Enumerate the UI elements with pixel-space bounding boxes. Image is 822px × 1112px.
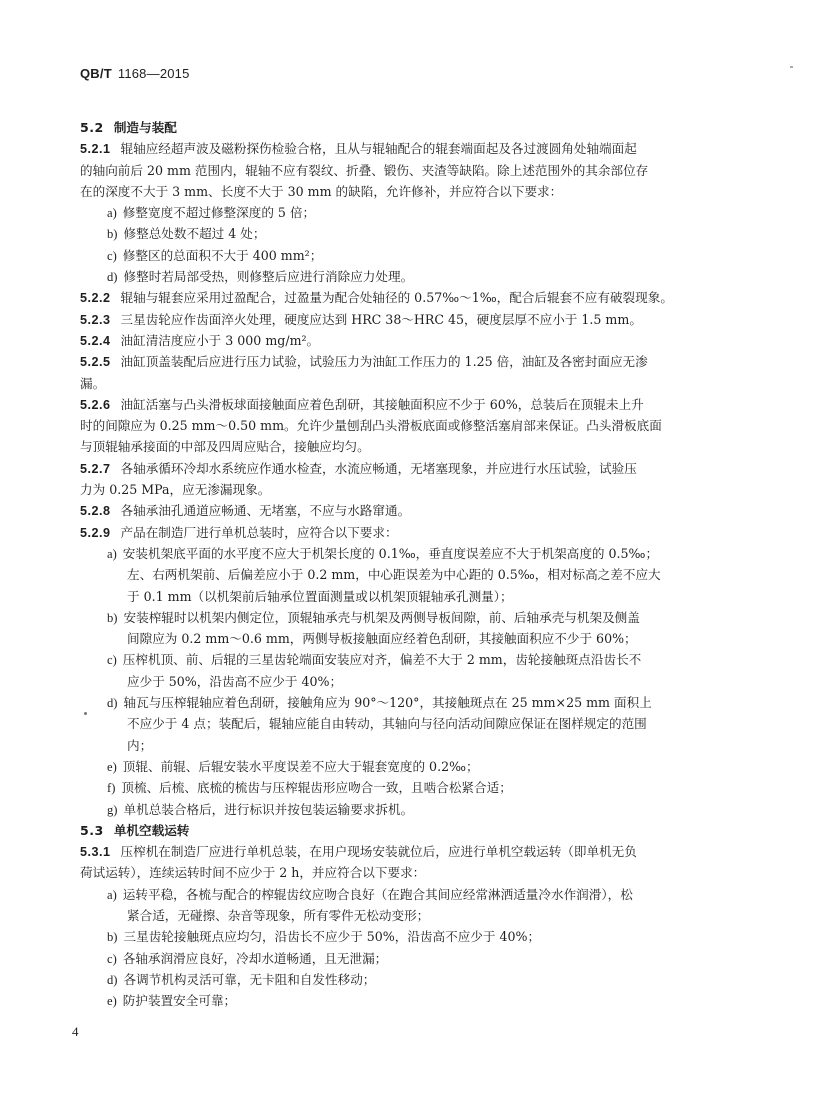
list-marker: b) [107, 227, 118, 242]
clause-number: 5.2.8 [80, 504, 111, 519]
list-item-text: 各轴承润滑应良好，冷却水道畅通，且无泄漏； [122, 950, 388, 966]
continuation-text: 间隙应为 0.2 mm～0.6 mm，两侧导板接触面应经着色刮研，其接触面积应不少于 60%； [127, 631, 637, 647]
list-item-text: 修整宽度不超过修整深度的 5 倍； [122, 205, 316, 221]
list-marker: a) [107, 206, 117, 221]
paragraph-line [80, 373, 752, 394]
list-item [80, 543, 752, 564]
page-number: 4 [72, 1024, 79, 1039]
section-number: 5.3 [80, 822, 104, 838]
list-item [80, 245, 752, 266]
list-item [80, 607, 752, 628]
clause-line [80, 458, 752, 479]
section-number: 5.2 [80, 120, 104, 135]
clause-number: 5.2.7 [80, 461, 111, 476]
paragraph-text: 漏。 [80, 375, 106, 391]
clause-line [80, 351, 752, 372]
clause-line [80, 330, 752, 351]
clause-line [80, 522, 752, 543]
list-item-continuation [80, 735, 752, 756]
standard-code: QB/T [80, 66, 112, 81]
list-item [80, 649, 752, 670]
list-item-continuation [80, 671, 752, 692]
list-item-continuation [80, 905, 752, 926]
paragraph-line [80, 862, 752, 883]
list-item-text: 安装机架底平面的水平度不应大于机架长度的 0.1‰，垂直度误差应不大于机架高度的 0.5‰； [122, 545, 659, 561]
paragraph-text: 与顶辊轴承接面的中部及四周应贴合，接触应均匀。 [80, 439, 370, 455]
paragraph-text: 在的深度不大于 3 mm、长度不大于 30 mm 的缺陷，允许修补，并应符合以下要求： [80, 183, 563, 199]
list-item-text: 各调节机构灵活可靠，无卡阻和自发性移动； [123, 971, 376, 987]
list-item [80, 202, 752, 223]
list-marker: b) [107, 930, 118, 945]
clause-number: 5.2.1 [80, 142, 111, 157]
list-item-text: 防护装置安全可靠； [122, 993, 237, 1009]
list-item [80, 969, 752, 990]
list-item [80, 777, 752, 798]
list-item [80, 990, 752, 1011]
list-item-text: 顶辊、前辊、后辊安装水平度误差不应大于辊套宽度的 0.2‰； [122, 758, 479, 774]
continuation-text: 紧合适，无碰擦、杂音等现象，所有零件无松动变形； [127, 907, 430, 923]
list-item [80, 692, 752, 713]
list-marker: b) [107, 610, 118, 625]
list-marker: d) [107, 972, 118, 987]
clause-text: 油缸顶盖装配后应进行压力试验，试验压力为油缸工作压力的 1.25 倍，油缸及各密封面应无渗 [120, 354, 648, 370]
section-heading [80, 820, 752, 841]
clause-number: 5.2.5 [80, 355, 111, 370]
clause-text: 三星齿轮应作齿面淬火处理，硬度应达到 HRC 38～HRC 45，硬度层厚不应小于 1.5 mm。 [120, 311, 642, 327]
list-marker: f) [107, 781, 116, 796]
paragraph-line [80, 415, 752, 436]
paragraph-text: 的轴向前后 20 mm 范围内，辊轴不应有裂纹、折叠、锻伤、夹渣等缺陷。除上述范围外的其余部位存 [80, 162, 649, 178]
paragraph-line [80, 479, 752, 500]
standard-header [80, 66, 190, 81]
list-marker: e) [107, 994, 117, 1009]
scan-speck [84, 712, 87, 715]
list-item-continuation [80, 564, 752, 585]
list-item-text: 修整时若局部受热，则修整后应进行消除应力处理。 [123, 269, 414, 285]
scan-speck [790, 66, 793, 68]
list-item [80, 948, 752, 969]
clause-line [80, 394, 752, 415]
list-item-text: 压榨机顶、前、后辊的三星齿轮端面安装应对齐，偏差不大于 2 mm，齿轮接触斑点沿齿长不 [122, 652, 642, 668]
clause-text: 各轴承油孔通道应畅通、无堵塞，不应与水路窜通。 [120, 503, 411, 519]
standard-number: 1168—2015 [117, 66, 190, 81]
continuation-text: 于 0.1 mm（以机架前后轴承位置面测量或以机架顶辊轴承孔测量）； [127, 588, 513, 604]
list-marker: a) [107, 546, 117, 561]
list-item [80, 223, 752, 244]
paragraph-line [80, 436, 752, 457]
list-item-continuation [80, 628, 752, 649]
list-marker: c) [107, 653, 117, 668]
list-item [80, 926, 752, 947]
list-item-text: 顶梳、后梳、底梳的梳齿与压榨辊齿形应吻合一致，且啮合松紧合适； [121, 780, 512, 796]
clause-text: 各轴承循环冷却水系统应作通水检查，水流应畅通，无堵塞现象，并应进行水压试验，试验压 [120, 460, 637, 476]
list-item-text: 三星齿轮接触斑点应均匀，沿齿长不应少于 50%，沿齿高不应少于 40%； [123, 929, 541, 945]
clause-number: 5.2.2 [80, 291, 111, 306]
list-item [80, 266, 752, 287]
clause-number: 5.2.9 [80, 525, 111, 540]
list-item-continuation [80, 713, 752, 734]
list-item-text: 运转平稳，各梳与配合的榨辊齿纹应吻合良好（在跑合其间应经常淋洒适量冷水作润滑），松 [122, 886, 633, 902]
list-item-text: 轴瓦与压榨辊轴应着色刮研，接触角应为 90°～120°，其接触斑点在 25 mm×25 mm 面积上 [123, 695, 652, 711]
list-marker: e) [107, 759, 117, 774]
clause-text: 压榨机在制造厂应进行单机总装，在用户现场安装就位后，应进行单机空载运转（即单机无负 [120, 844, 637, 860]
list-item-continuation [80, 586, 752, 607]
continuation-text: 内； [127, 737, 153, 753]
continuation-text: 不应少于 4 点；装配后，辊轴应能自由转动，其轴向与径向活动间隙应保证在图样规定的范围 [127, 716, 647, 732]
section-title: 单机空载运转 [113, 822, 190, 838]
clause-number: 5.3.1 [80, 845, 111, 860]
clause-text: 油缸清洁度应小于 3 000 mg/m²。 [120, 332, 320, 348]
paragraph-text: 力为 0.25 MPa，应无渗漏现象。 [80, 482, 271, 498]
clause-line [80, 841, 752, 862]
clause-line [80, 138, 752, 159]
clause-text: 油缸活塞与凸头滑板球面接触面应着色刮研，其接触面积应不少于 60%，总装后在顶辊未上升 [120, 396, 644, 412]
document-body [80, 117, 752, 1011]
list-marker: c) [107, 951, 117, 966]
list-item-text: 修整区的总面积不大于 400 mm²； [122, 247, 323, 263]
clause-number: 5.2.6 [80, 397, 111, 412]
list-marker: g) [107, 802, 118, 817]
list-item [80, 756, 752, 777]
list-item-text: 安装榨辊时以机架内侧定位，顶辊轴承壳与机架及两侧导板间隙，前、后轴承壳与机架及侧盖 [123, 609, 640, 625]
clause-line [80, 287, 752, 308]
clause-number: 5.2.3 [80, 312, 111, 327]
list-marker: a) [107, 887, 117, 902]
clause-number: 5.2.4 [80, 333, 111, 348]
paragraph-line [80, 181, 752, 202]
list-marker: d) [107, 696, 118, 711]
section-heading [80, 117, 752, 138]
continuation-text: 左、右两机架前、后偏差应小于 0.2 mm，中心距误差为中心距的 0.5‰，相对标高之差不应大 [127, 567, 661, 583]
list-item [80, 884, 752, 905]
list-marker: d) [107, 270, 118, 285]
list-item-text: 修整总处数不超过 4 处； [123, 226, 266, 242]
list-marker: c) [107, 248, 117, 263]
list-item [80, 799, 752, 820]
clause-text: 产品在制造厂进行单机总装时，应符合以下要求： [120, 524, 398, 540]
section-title: 制造与装配 [113, 120, 177, 135]
clause-line [80, 500, 752, 521]
paragraph-text: 时的间隙应为 0.25 mm～0.50 mm。允许少量刨刮凸头滑板底面或修整活塞肩部来保证。凸头滑板底面 [80, 418, 662, 434]
paragraph-line [80, 160, 752, 181]
continuation-text: 应少于 50%，沿齿高不应少于 40%； [127, 673, 343, 689]
paragraph-text: 荷试运转），连续运转时间不应少于 2 h，并应符合以下要求： [80, 865, 426, 881]
list-item-text: 单机总装合格后，进行标识并按包装运输要求拆机。 [123, 801, 414, 817]
clause-text: 辊轴与辊套应采用过盈配合，过盈量为配合处轴径的 0.57‰～1‰，配合后辊套不应有破裂现象。 [120, 290, 673, 306]
clause-text: 辊轴应经超声波及磁粉探伤检验合格，且从与辊轴配合的辊套端面起及各过渡圆角处轴端面起 [120, 141, 637, 157]
clause-line [80, 309, 752, 330]
